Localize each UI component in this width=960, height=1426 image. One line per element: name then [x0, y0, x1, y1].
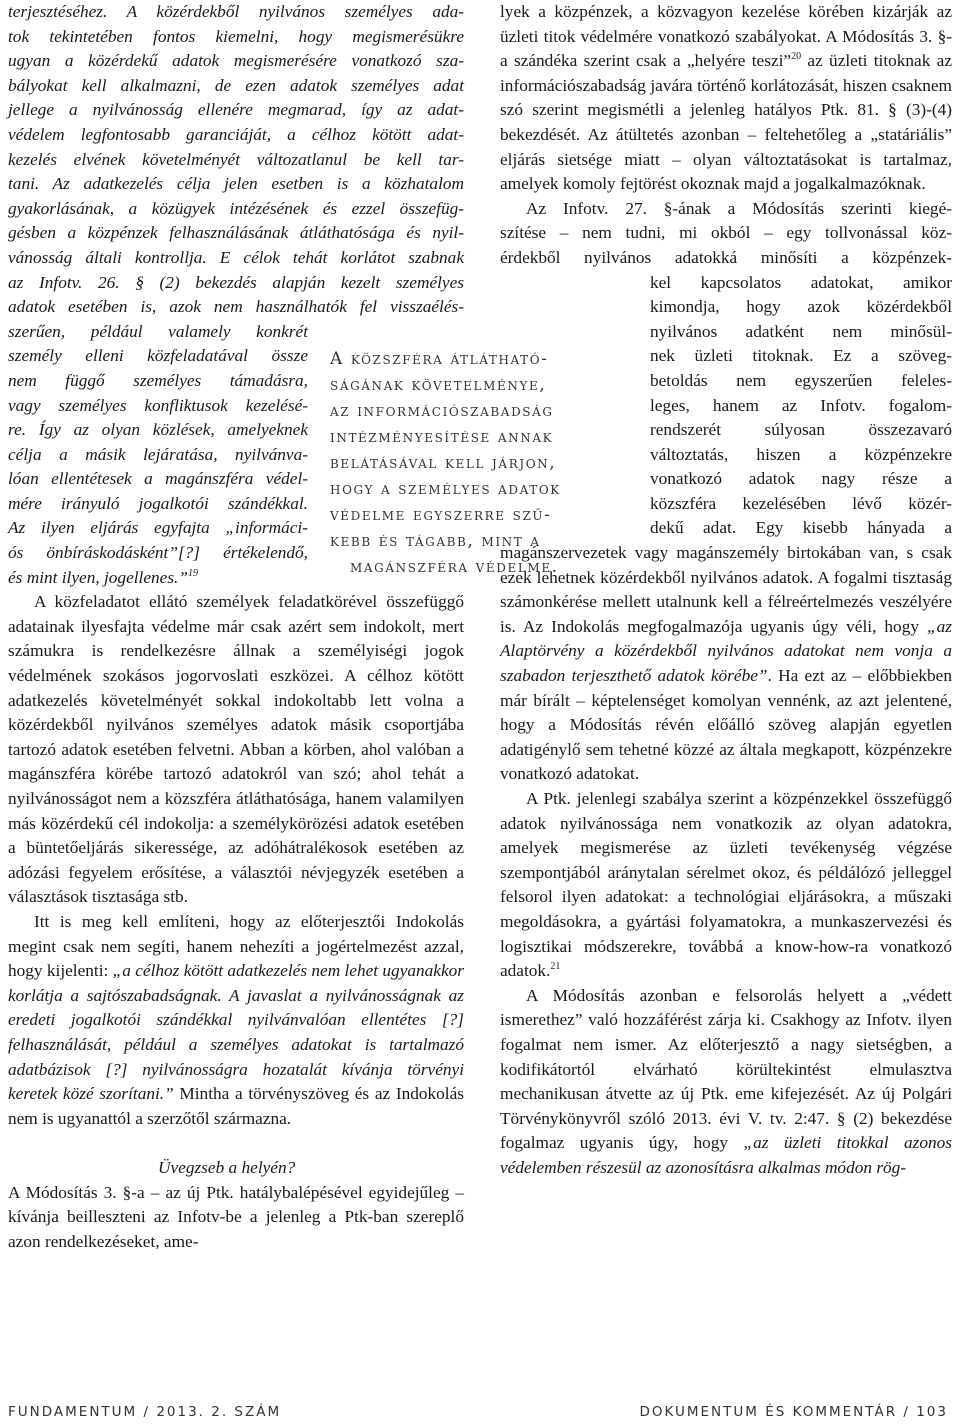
- text-span: A Módosítás azonban e felsorolás helyett a „védett ismerethez” való hozzáférést zárja ki. Csakhogy az Infotv. ilyen fogalmat nem ismer. Az előterjesztő a nagy sietségben, a kodifikátortól elvárható körültekintést elmulasztva mechanikusan átvette az új Ptk. eme kifejezését. Az új Polgári Törvénykönyvről szóló 2013. évi V. tv. 2:47. § (2) bekezdése fogalmaz ugyanis úgy, hogy: [500, 985, 952, 1153]
- paragraph: [500, 984, 952, 1181]
- text-line: az Infotv. 26. § (2) bekezdés alapján kezelt személyes: [8, 272, 464, 292]
- text-span: . Ha ezt az – előbbiekben már bírált – képtelenséget komolyan vennénk, az azt jelentené, hogy a Módosítás révén előálló szöveg alapján egyetlen adatigénylő sem tehetné közzé az általa megkapott, közpénzekre vonatkozó adatokat.: [500, 666, 952, 784]
- footer-journal: FUNDAMENTUM / 2013. 2. SZÁM: [8, 1404, 282, 1420]
- pull-quote-line: az információszabadság: [330, 401, 554, 421]
- pull-quote-line: kebb és tágabb, mint a: [330, 531, 541, 551]
- text-line: [8, 566, 308, 591]
- text-line: leges, hanem az Infotv. fogalom-: [650, 395, 952, 415]
- text-line: gyakorlásának, a közügyek intézésének és ezzel összefüg-: [8, 198, 464, 218]
- paragraph: A Módosítás 3. §-a – az új Ptk. hatálybalépésével egyidejűleg – kívánja beilleszteni az Infotv-be a jelenleg a Ptk-ban szereplő azon rendelkezéseket, ame-: [8, 1182, 464, 1251]
- footer-section-page: DOKUMENTUM ÉS KOMMENTÁR / 103: [639, 1404, 948, 1420]
- text-line: személy elleni közfeladatával össze: [8, 346, 308, 366]
- text-line: kel kapcsolatos adatokat, amikor: [650, 272, 952, 292]
- text-line: Az Infotv. 27. §-ának a Módosítás szerinti kiegé-: [526, 198, 952, 218]
- text-span: az üzleti titoknak az információszabadság javára történő korlátozását, hiszen csaknem szó szerint megismétli a jelenleg hatályos Ptk. 81. § (3)-(4) bekezdését. Az átültetés azonban – feltehetőleg a „statáriális” eljárás sietsége miatt – olyan változtatásokat is tartalmaz, amelyek komoly fejtörést okoznak majd a jogalkalmazóknak.: [500, 51, 953, 194]
- paragraph: [500, 787, 952, 984]
- pull-quote-line: intézményesítése annak: [330, 427, 554, 447]
- text-line: célja a másik lejáratása, nyilvánva-: [8, 444, 308, 464]
- quote-end: és mint ilyen, jogellenes.”: [8, 567, 188, 587]
- text-line: re. Így az olyan közlések, amelyeknek: [8, 420, 308, 440]
- text-line: ós önbíráskodásként”[?] értékelendő,: [8, 543, 308, 563]
- text-line: szerűen, például valamely konkrét: [8, 321, 308, 341]
- text-span: A Ptk. jelenlegi szabálya szerint a közpénzekkel összefüggő adatok nyilvánossága nem vonatkozik az olyan adatokra, amelyek megismerése az üzleti tevékenység végzése szempontjából aránytalan sérelmet okoz, és példálózó jelleggel felsorol ilyen adatokat: a technológiai eljárásokra, a műszaki megoldásokra, a gyártási folyamatokra, a munkaszervezési és logisztikai módszerekre, továbbá a know-how-ra vonatkozó adatok.: [500, 789, 952, 981]
- pull-quote-line: A közszféra átlátható-: [330, 349, 549, 369]
- text-line: betoldás nem egyszerűen feleles-: [650, 370, 952, 390]
- text-line: kimondja, hogy azok közérdekből: [650, 297, 952, 317]
- text-line: nyilvános adatként nem minősül-: [650, 321, 952, 341]
- text-line: tok tekintetében fontos kiemelni, hogy megismerésükre: [8, 26, 464, 46]
- text-line: nem függő személyes támadásra,: [8, 370, 308, 390]
- pull-quote-line: magánszféra védelme.: [350, 557, 559, 577]
- text-line: mére irányuló jogalkotói szándékkal.: [8, 493, 308, 513]
- italic-quote: „a célhoz kötött adatkezelés nem lehet ugyanakkor korlátja a sajtószabadságnak. A javaslat a nyilvánosságnak az eredeti jogalkotói szándékkal nyilvánvalóan ellentétes [?] felhasználását, például a személyes adatokat is tartalmazó adatbázisok [?] nyilvánosságra hozatalát kívánja törvényi keretek közé szorítani.”: [8, 961, 464, 1104]
- text-line: dekű adat. Egy kisebb hányada a: [650, 518, 952, 538]
- left-column: [8, 0, 464, 1254]
- pull-quote-line: belátásával kell járjon,: [330, 453, 557, 473]
- text-line: rendszerét súlyosan összezavaró: [650, 420, 952, 440]
- italic-quote: „az üzleti titokkal azonos védelemben részesül az azonosításra alkalmas módon rög-: [500, 1133, 952, 1177]
- text-span: magánszervezetek vagy magánszemély birtokában van, s csak ezek lehetnek közérdekből nyilvános adatok. A fogalmi tisztaság számonkérése mellett utalnunk kell a félreértelmezés veszélyére is. Az Indokolás megfogalmazója ugyanis úgy véli, hogy: [500, 543, 952, 636]
- paragraph: [500, 197, 952, 787]
- text-line: jellege a nyilvánosság ellenére megmarad, így az adat-: [8, 100, 464, 120]
- text-line: érdekből nyilvános adatokká minősíti a közpénzek-: [500, 247, 952, 267]
- text-line: gésben a közpénzek felhasználásának átláthatósága és nyil-: [8, 223, 464, 243]
- paragraph: A közfeladatot ellátó személyek feladatkörével összefüggő adatainak ilyesfajta védelme már csak azért sem indokolt, mert számukra is rendelkezésre állnak a személyiségi jogok védelmének szokásos jogorvoslati eszközei. A célhoz kötött adatkezelés követelményét sokkal indokoltabb lett volna a közérdekből nyilvános személyes adatok másik csoportjába tartozó adatok esetében felvetni. Abban a körben, ahol valóban a magánszféra körébe tartozó adatokról van szó; ahol tehát a nyilvánosságot nem a közszféra átláthatósága, hanem valamilyen más közérdekű cél indokolja: a személykörözési adatok esetében a büntetőeljárás sikeressége, az adóhátralékosok esetében az adózási fegyelem erősítése, a választói névjegyzék esetében a választások tisztasága stb.: [8, 592, 464, 907]
- italic-quote: „az Alaptörvény a közérdekből nyilvános adatokat nem vonja a szabadon terjeszthető adatok körébe”: [500, 616, 952, 686]
- text-line: bályokat kell alkalmazni, de ezen adatok személyes adat: [8, 75, 464, 95]
- text-span: Itt is meg kell említeni, hogy az előterjesztői Indokolás megint csak nem segíti, hanem nehezíti a jogértelmezést azzal, hogy kijelenti:: [8, 911, 464, 981]
- text-line: vonatkozó adatok nagy része a: [650, 469, 952, 489]
- pull-quote-line: védelme egyszerre szű-: [330, 505, 552, 525]
- footnote-ref: 20: [791, 51, 802, 63]
- text-line: Az ilyen eljárás egyfajta „informáci-: [8, 518, 308, 538]
- text-line: szítése – nem tudni, mi okból – egy tollvonással köz-: [500, 223, 952, 243]
- footnote-ref: 19: [187, 567, 198, 579]
- text-line: adatok esetében is, azok nem használhatók fel visszaélés-: [8, 297, 464, 317]
- right-column: [500, 0, 952, 1181]
- text-span: Mintha a törvényszöveg és az Indokolás nem is ugyanattól a szerzőtől származna.: [8, 1084, 464, 1128]
- text-line: nek üzleti titoknak. Ez a szöveg-: [650, 346, 952, 366]
- paragraph: [8, 910, 464, 1131]
- text-line: közszféra kezelésében lévő közér-: [650, 493, 952, 513]
- spacer: [8, 1131, 464, 1156]
- text-line: tani. Az adatkezelés célja jelen esetben is a közhatalom: [8, 174, 464, 194]
- text-line: lóan ellentétesek a magánszféra védel-: [8, 469, 308, 489]
- paragraph: [500, 0, 952, 197]
- text-line: ugyan a közérdekű adatok megismerésére vonatkozó sza-: [8, 51, 464, 71]
- text-line: változtatás, hiszen a közpénzekre: [650, 444, 952, 464]
- text-line: védelem legfontosabb garanciáját, a célhoz kötött adat-: [8, 124, 464, 144]
- pull-quote-line: hogy a személyes adatok: [330, 479, 561, 499]
- section-heading: Üvegzseb a helyén?: [158, 1157, 296, 1177]
- text-line: vánosság általi kontrollja. E célok tehát korlátot szabnak: [8, 247, 464, 267]
- paragraph-continued: [500, 541, 952, 787]
- footnote-ref: 21: [550, 961, 561, 973]
- text-line: kezelés elvének követelményét változatlanul be kell tar-: [8, 149, 464, 169]
- text-line: terjesztéséhez. A közérdekből nyilvános személyes ada-: [8, 2, 464, 21]
- text-span: lyek a közpénzek, a közvagyon kezelése körében kizárják az üzleti titok védelmére vonatkozó szabályokat. A Módosítás 3. §-a szándéka szerint csak a „helyére teszi”: [500, 2, 952, 71]
- narrow-lines: [650, 271, 952, 542]
- narrow-quote-lines: [8, 320, 308, 591]
- pull-quote-line: ságának követelménye,: [330, 375, 547, 395]
- text-line: vagy személyes konfliktusok kezelésé-: [8, 395, 308, 415]
